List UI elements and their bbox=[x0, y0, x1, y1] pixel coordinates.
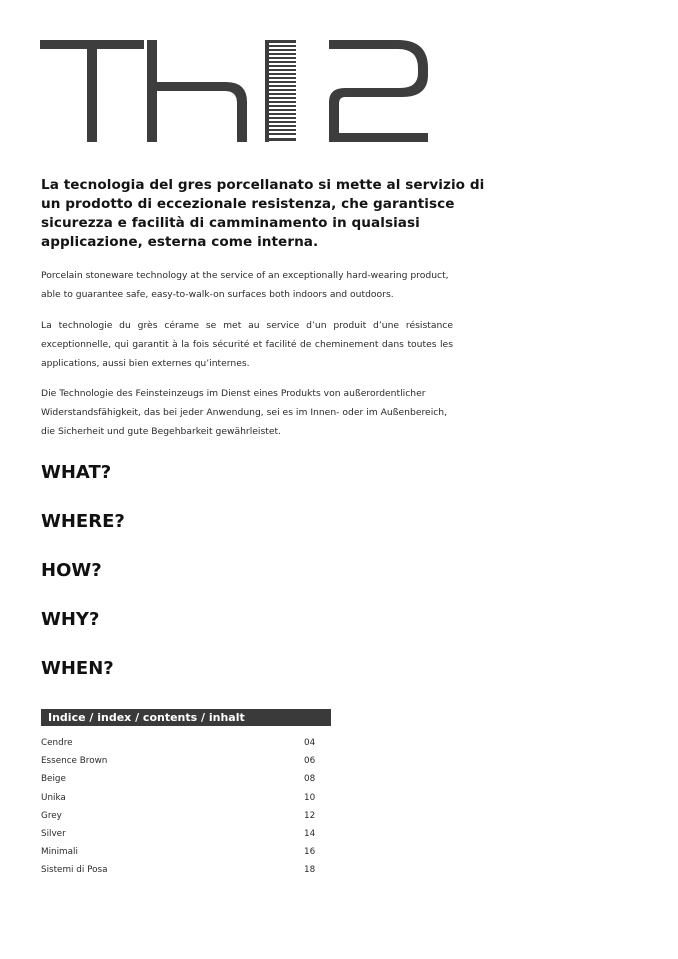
toc-item-page: 12 bbox=[304, 810, 316, 821]
toc-item-page: 10 bbox=[304, 792, 316, 803]
toc-item-label: Grey bbox=[41, 810, 62, 821]
toc-item[interactable] bbox=[41, 843, 321, 861]
toc-item-page: 08 bbox=[304, 774, 316, 785]
question-when: WHEN? bbox=[41, 658, 114, 679]
question-why: WHY? bbox=[41, 609, 100, 630]
toc-item-label: Beige bbox=[41, 774, 66, 785]
toc-item-page: 04 bbox=[304, 738, 316, 748]
question-how: HOW? bbox=[41, 560, 102, 581]
toc-item[interactable] bbox=[41, 789, 321, 807]
paragraph-english: Porcelain stoneware technology at the service of an exceptionally hard-wearing product, able to guarantee safe, easy-to-walk-on surfaces both indoors and outdoors. bbox=[41, 270, 449, 300]
toc-item[interactable] bbox=[41, 861, 321, 879]
toc-item[interactable] bbox=[41, 770, 321, 788]
toc-item-page: 06 bbox=[304, 756, 316, 767]
question-where: WHERE? bbox=[41, 511, 125, 532]
question-what: WHAT? bbox=[41, 462, 112, 483]
toc-item-label: Essence Brown bbox=[41, 756, 108, 767]
toc-item[interactable] bbox=[41, 807, 321, 825]
paragraph-french: La technologie du grès cérame se met au service d’un produit d’une résistance exceptionnelle, qui garantit à la fois sécurité et facilité de cheminement dans toutes les applications, aussi bien externes qu’internes. bbox=[41, 320, 453, 369]
toc-item-label: Sistemi di Posa bbox=[41, 865, 108, 876]
toc-item-page: 14 bbox=[304, 828, 316, 839]
table-of-contents bbox=[41, 734, 321, 880]
paragraph-german: Die Technologie des Feinsteinzeugs im Dienst eines Produkts von außerordentlicher Widerstandsfähigkeit, das bei jeder Anwendung, sei es im Innen- oder im Außenbereich, die Sicherheit und gute Begehbarkeit gewährleistet. bbox=[41, 388, 448, 437]
toc-item-label: Minimali bbox=[41, 847, 78, 858]
toc-item[interactable] bbox=[41, 752, 321, 770]
index-header: Indice / index / contents / inhalt bbox=[41, 709, 331, 726]
th2-logo bbox=[40, 40, 430, 142]
toc-item-page: 18 bbox=[304, 865, 316, 876]
toc-item-label: Cendre bbox=[41, 738, 73, 748]
toc-item-label: Unika bbox=[41, 792, 66, 803]
toc-item-label: Silver bbox=[41, 828, 66, 839]
toc-item[interactable] bbox=[41, 825, 321, 843]
toc-item[interactable] bbox=[41, 734, 321, 752]
headline-italian: La tecnologia del gres porcellanato si mette al servizio di un prodotto di eccezionale resistenza, che garantisce sicurezza e facilità di camminamento in qualsiasi applicazione, esterna come interna. bbox=[41, 177, 485, 250]
toc-item-page: 16 bbox=[304, 847, 316, 858]
